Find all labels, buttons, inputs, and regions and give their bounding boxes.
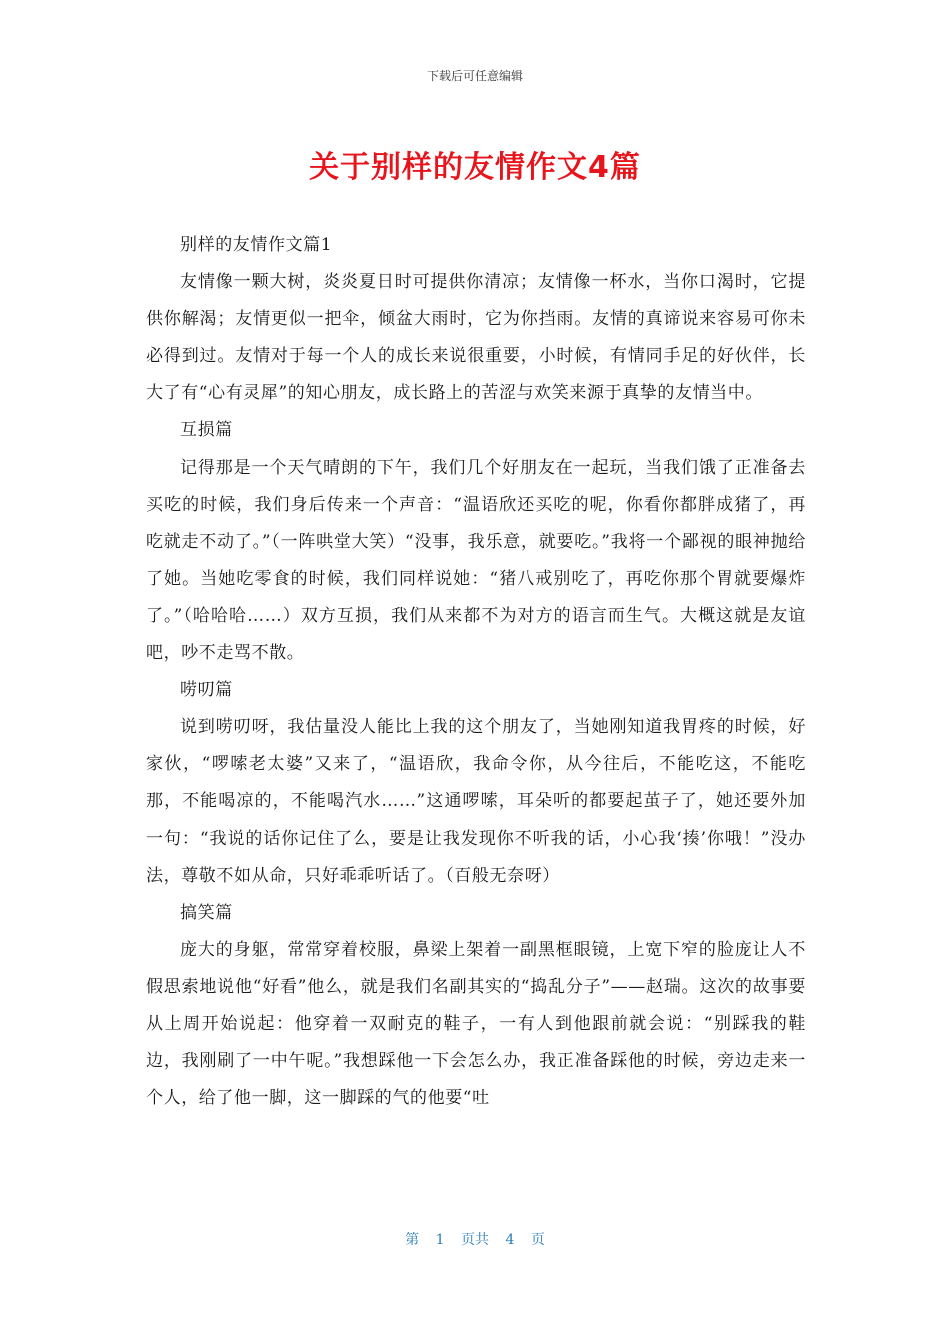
body-paragraph: 说到唠叨呀，我估量没人能比上我的这个朋友了，当她刚知道我胃疼的时候，好家伙，“啰嗦老太婆”又来了，“温语欣，我命令你，从今往后，不能吃这，不能吃那，不能喝凉的，不能喝汽水……”这通啰嗦，耳朵听的都要起茧子了，她还要外加一句：“我说的话你记住了么，要是让我发现你不听我的话，小心我‘揍’你哦！”没办法，尊敬不如从命，只好乖乖听话了。（百般无奈呀） bbox=[146, 717, 806, 886]
document-title: 关于别样的友情作文4篇 bbox=[309, 150, 641, 185]
body-paragraph: 记得那是一个天气晴朗的下午，我们几个好朋友在一起玩，当我们饿了正准备去买吃的时候，我们身后传来一个声音：“温语欣还买吃的呢，你看你都胖成猪了，再吃就走不动了。”（一阵哄堂大笑）“没事，我乐意，就要吃。”我将一个鄙视的眼神抛给了她。当她吃零食的时候，我们同样说她：“猪八戒别吃了，再吃你那个胃就要爆炸了。”（哈哈哈……）双方互损，我们从来都不为对方的语言而生气。大概这就是友谊吧，吵不走骂不散。 bbox=[146, 457, 806, 664]
body-paragraph: 友情像一颗大树，炎炎夏日时可提供你清凉；友情像一杯水，当你口渴时，它提供你解渴；友情更似一把伞，倾盆大雨时，它为你挡雨。友情的真谛说来容易可你未必得到过。友情对于每一个人的成长来说很重要，小时候，有情同手足的好伙伴，长大了有“心有灵犀”的知心朋友，成长路上的苦涩与欢笑来源于真挚的友情当中。 bbox=[146, 272, 806, 404]
current-page-number: 1 bbox=[435, 1232, 445, 1248]
page-prefix: 第 bbox=[405, 1232, 420, 1248]
section-heading-2: 互损篇 bbox=[180, 420, 233, 441]
body-paragraph: 庞大的身躯，常常穿着校服，鼻梁上架着一副黑框眼镜，上宽下窄的脸庞让人不假思索地说他“好看”他么，就是我们名副其实的“捣乱分子”——赵瑞。这次的故事要从上周开始说起：他穿着一双耐克的鞋子，一有人到他跟前就会说：“别踩我的鞋边，我刚刷了一中午呢。”我想踩他一下会怎么办，我正准备踩他的时候，旁边走来一个人，给了他一脚，这一脚踩的气的他要“吐 bbox=[146, 939, 806, 1109]
page-middle: 页共 bbox=[461, 1232, 489, 1248]
document-body bbox=[146, 227, 806, 1117]
section-heading-4: 搞笑篇 bbox=[180, 902, 233, 923]
total-page-number: 4 bbox=[505, 1232, 515, 1248]
header-note: 下载后可任意编辑 bbox=[426, 69, 523, 83]
page-suffix: 页 bbox=[530, 1232, 545, 1248]
section-heading-3: 唠叨篇 bbox=[180, 680, 233, 701]
section-heading-1: 别样的友情作文篇1 bbox=[180, 235, 333, 255]
page-footer bbox=[0, 1229, 950, 1249]
